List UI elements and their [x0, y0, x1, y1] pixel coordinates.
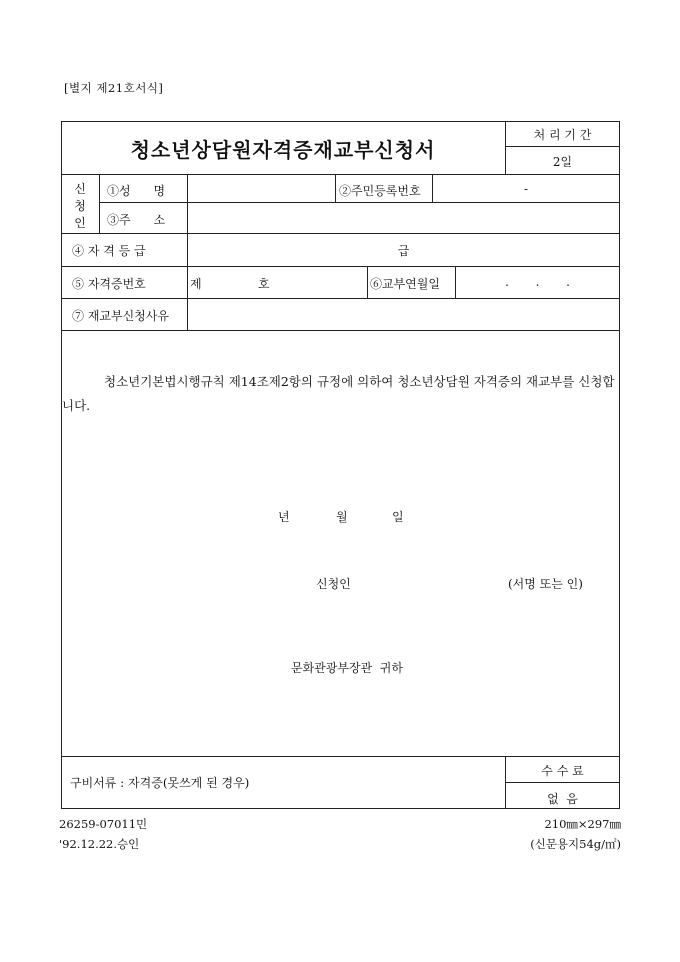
applicant-group-label-3: 인 — [74, 216, 86, 230]
signature-note: (서명 또는 인) — [508, 577, 583, 591]
applicant-group-label-1: 신 — [74, 182, 86, 196]
divider-applicant — [61, 233, 620, 234]
date-month: 월 — [336, 510, 348, 524]
divider-processing — [505, 146, 620, 147]
cert-no-field[interactable] — [204, 268, 254, 296]
divider-resident-label-l — [335, 174, 336, 202]
divider-issue-label-l — [367, 266, 368, 298]
name-field[interactable] — [189, 176, 333, 200]
statement-text: 청소년기본법시행규칙 제14조제2항의 규정에 의하여 청소년상담원 자격증의 재교부를 신청합니다. — [62, 374, 615, 413]
form-code: 26259-07011민 — [59, 817, 148, 831]
reason-label: ⑦ 재교부신청사유 — [72, 309, 169, 323]
cert-no-label: ⑤ 자격증번호 — [72, 277, 146, 291]
form-title: 청소년상담원자격증재교부신청서 — [130, 138, 436, 162]
required-docs: 구비서류 : 자격증(못쓰게 된 경우) — [70, 776, 250, 790]
date-year: 년 — [278, 510, 290, 524]
processing-value: 2일 — [552, 155, 573, 169]
name-label: ①성 명 — [107, 184, 166, 198]
form-number: [별지 제21호서식] — [64, 81, 164, 95]
signature-label: 신청인 — [316, 577, 351, 591]
date-day: 일 — [392, 510, 404, 524]
paper-size: 210㎜×297㎜ — [544, 817, 621, 831]
fee-value: 없 음 — [547, 792, 578, 806]
applicant-group-label-2: 청 — [74, 199, 86, 213]
divider-cert — [61, 298, 620, 299]
paper-type: (신문용지54g/㎡) — [530, 837, 621, 851]
issue-date-field[interactable]: . . . — [505, 275, 570, 289]
divider-reason — [61, 330, 620, 331]
cert-no-prefix: 제 — [190, 277, 202, 291]
divider-name-row — [99, 202, 620, 203]
addressee: 문화관광부장관 귀하 — [291, 661, 403, 675]
resident-no-label: ②주민등록번호 — [339, 184, 421, 198]
address-label: ③주 소 — [107, 213, 166, 227]
issue-date-label: ⑥교부연월일 — [370, 277, 440, 291]
divider-issue-label-r — [455, 266, 456, 298]
reason-field[interactable] — [189, 300, 618, 328]
approval-date: '92.12.22.승인 — [59, 837, 140, 851]
divider-title — [61, 174, 620, 175]
grade-field[interactable]: 급 — [397, 244, 410, 258]
cert-no-suffix: 호 — [258, 277, 270, 291]
divider-label-col — [187, 174, 188, 330]
processing-label: 처 리 기 간 — [533, 128, 592, 142]
divider-applicant-group — [99, 174, 100, 233]
resident-no-field[interactable]: - — [523, 182, 529, 196]
divider-footer — [61, 756, 620, 757]
divider-resident-label-r — [432, 174, 433, 202]
grade-label: ④ 자 격 등 급 — [72, 244, 146, 258]
divider-fee — [505, 782, 620, 783]
fee-label: 수 수 료 — [541, 764, 584, 778]
address-field[interactable] — [189, 204, 618, 231]
divider-grade — [61, 266, 620, 267]
